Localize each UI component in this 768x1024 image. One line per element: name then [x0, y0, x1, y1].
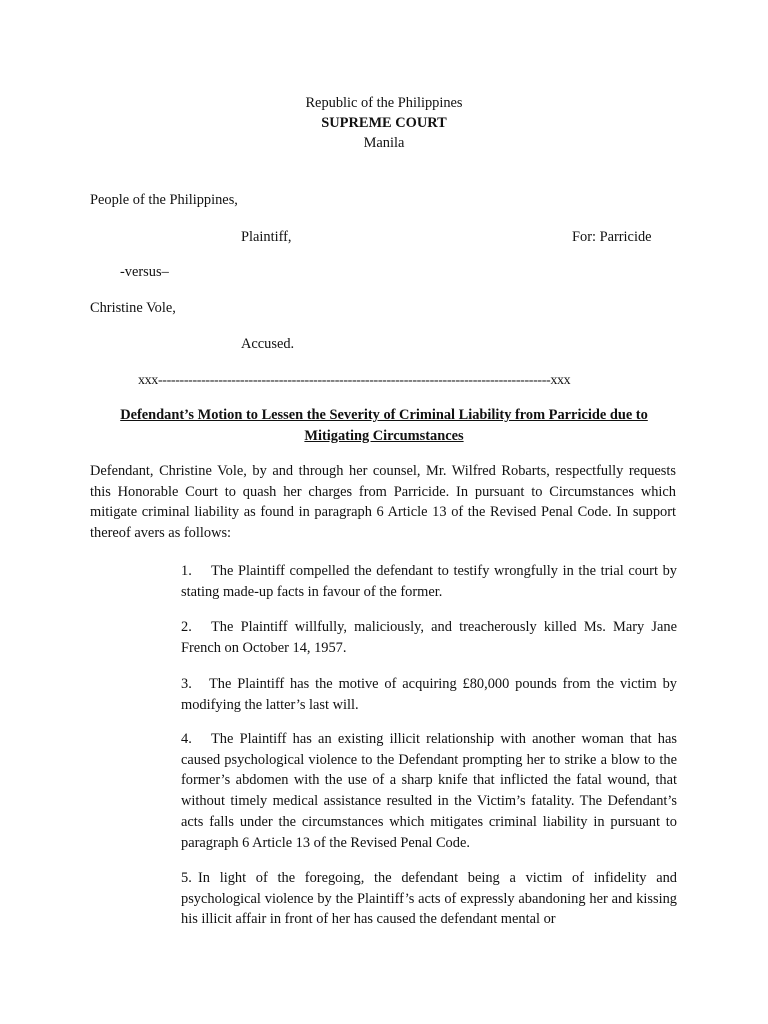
item-number: 3.	[181, 676, 192, 692]
versus-label: -versus–	[120, 264, 169, 280]
item-text: The Plaintiff has the motive of acquiring £80,000 pounds from the victim by modifying the latter’s last will.	[181, 676, 677, 713]
caption-separator: xxx-------------------------------------------------------------------------------------------xxx	[138, 373, 571, 388]
accused-name: Christine Vole,	[90, 300, 176, 316]
intro-paragraph: Defendant, Christine Vole, by and through her counsel, Mr. Wilfred Robarts, respectfully requests this Honorable Court to quash her charges from Parricide. In pursuant to Circumstances which mitigate criminal liability as found in paragraph 6 Article 13 of the Revised Penal Code. In support thereof avers as follows:	[90, 463, 676, 542]
list-item	[181, 561, 677, 602]
list-item	[181, 617, 677, 658]
list-item	[181, 674, 677, 715]
item-number: 1.	[181, 563, 192, 579]
item-text: The Plaintiff has an existing illicit relationship with another woman that has caused psychological violence to the Defendant prompting her to strike a blow to the former’s abdomen with the use of a sharp knife that inflicted the fatal wound, that without timely medical assistance resulted in the Victim’s fatality. The Defendant’s acts falls under the circumstances which mitigates criminal liability in pursuant to paragraph 6 Article 13 of the Revised Penal Code.	[181, 731, 677, 851]
plaintiff-name: People of the Philippines,	[90, 192, 238, 208]
charge-label: For: Parricide	[572, 229, 652, 245]
plaintiff-role: Plaintiff,	[241, 229, 292, 245]
item-text: In light of the foregoing, the defendant being a victim of infidelity and psychological violence by the Plaintiff’s acts of expressly abandoning her and kissing his illicit affair in front of her has caused the defendant mental or	[181, 870, 677, 928]
motion-title: Defendant’s Motion to Lessen the Severity of Criminal Liability from Parricide due to Mitigating Circumstances	[120, 407, 648, 444]
list-item	[181, 729, 677, 853]
item-text: The Plaintiff compelled the defendant to testify wrongfully in the trial court by stating made-up facts in favour of the former.	[181, 563, 677, 600]
list-item	[181, 868, 677, 930]
item-number: 4.	[181, 731, 192, 747]
item-text: The Plaintiff willfully, maliciously, and treacherously killed Ms. Mary Jane French on October 14, 1957.	[181, 619, 677, 656]
accused-role: Accused.	[241, 336, 295, 352]
header-court: SUPREME COURT	[321, 115, 447, 131]
header-city: Manila	[363, 135, 405, 151]
header-country: Republic of the Philippines	[305, 95, 463, 111]
item-number: 5.	[181, 870, 192, 886]
item-number: 2.	[181, 619, 192, 635]
